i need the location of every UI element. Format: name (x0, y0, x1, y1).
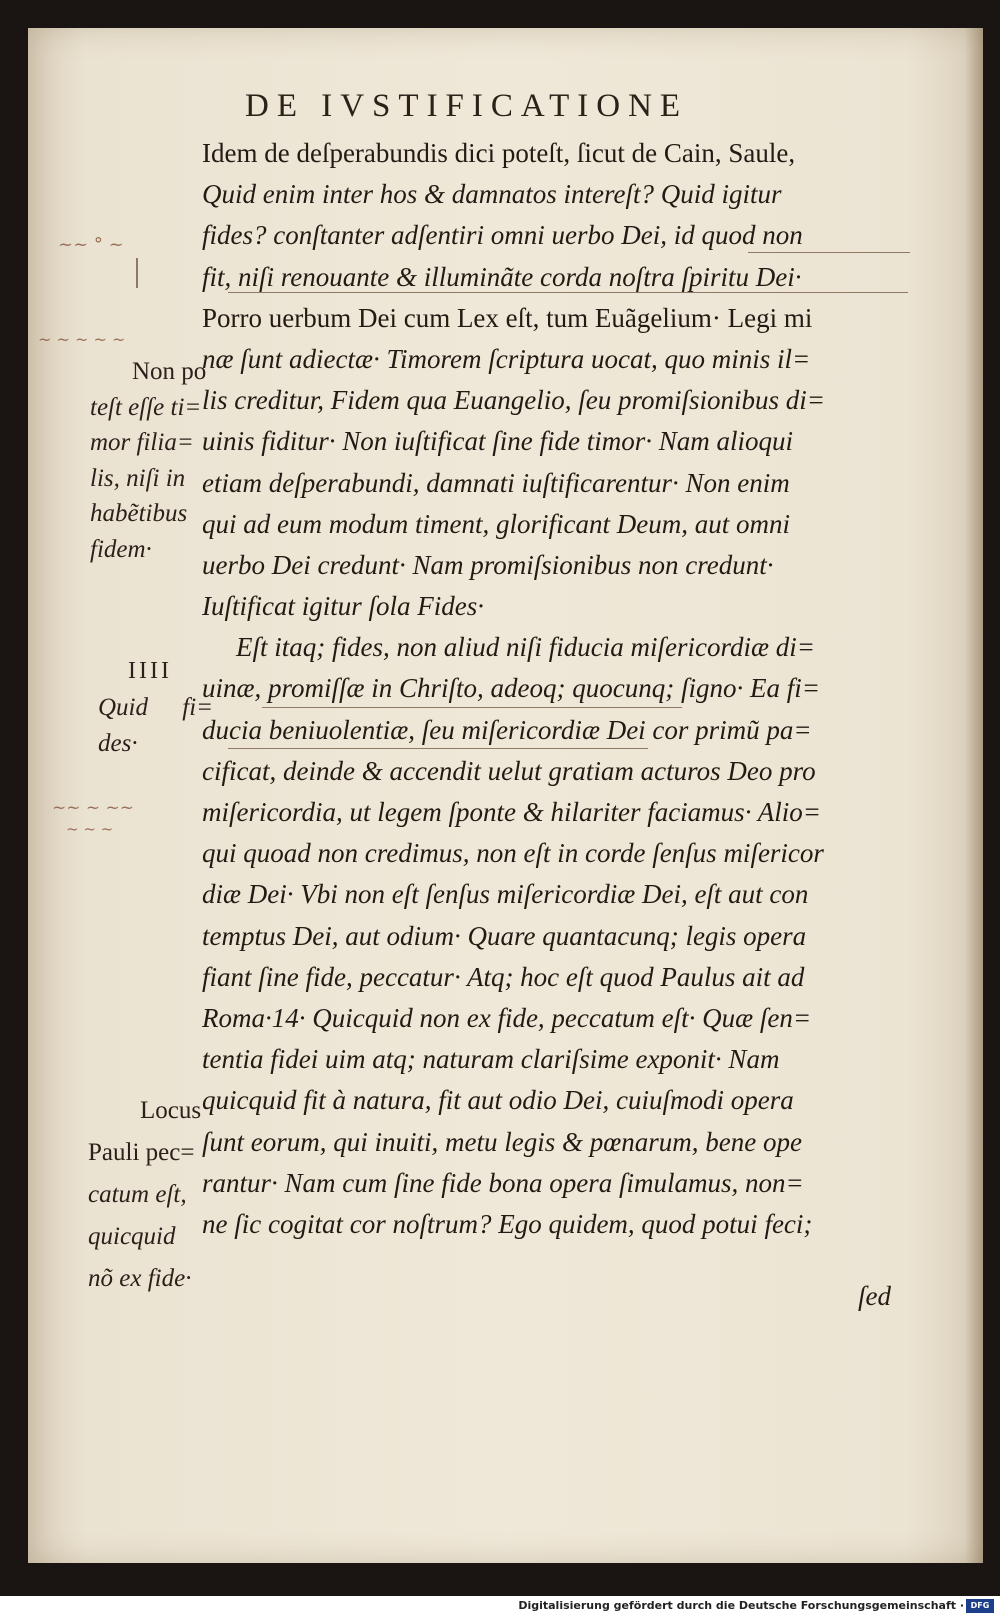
text-line: ducia beniuolentiæ, ſeu miſericordiæ Dei cor primũ pa= (202, 714, 812, 745)
digitization-credit: Digitalisierung gefördert durch die Deutsche Forschungsgemeinschaft · (518, 1599, 964, 1612)
text-line: Porro uerbum Dei cum Lex eſt, tum Euãgelium· Legi mi (202, 302, 813, 333)
margin-note-line: quicquid (88, 1223, 176, 1250)
text-line: quicquid fit à natura, fit aut odio Dei, cuiuſmodi opera (202, 1085, 794, 1116)
text-line: næ ſunt adiectæ· Timorem ſcriptura uocat, quo minis il= (202, 343, 811, 374)
margin-note-line: Locus (140, 1097, 202, 1124)
text-line: diæ Dei· Vbi non eſt ſenſus miſericordiæ Dei, eſt aut con (202, 879, 809, 910)
text-line: qui ad eum modum timent, glorificant Deum, aut omni (202, 508, 790, 539)
margin-note-locus (88, 1090, 201, 1300)
margin-note-line: teſt eſſe ti= (90, 393, 202, 421)
text-line: uerbo Dei credunt· Nam promiſsionibus non credunt· (202, 549, 774, 580)
handwritten-annotation-3: ~~ ~ ~~ (52, 798, 135, 818)
margin-note-line: lis, niſi in (90, 464, 186, 492)
main-text-block (202, 133, 907, 1245)
margin-note-line: mor filia= (90, 429, 194, 456)
handwritten-stroke-1 (136, 258, 138, 288)
text-line: miſericordia, ut legem ſponte & hilariter faciamus· Alio= (202, 797, 821, 827)
text-line: ſunt eorum, qui inuiti, metu legis & pœnarum, bene ope (202, 1126, 802, 1157)
handwritten-annotation-2: ~ ~ ~ ~ ~ (38, 330, 126, 349)
text-line: lis creditur, Fidem qua Euangelio, ſeu promiſsionibus di= (202, 385, 825, 416)
text-line: cificat, deinde & accendit uelut gratiam acturos Deo pro (202, 755, 816, 786)
dfg-logo: DFG (966, 1599, 994, 1613)
text-line: tentia fidei uim atq; naturam clariſsime exponit· Nam (202, 1044, 780, 1075)
margin-note-line: habẽtibus (90, 500, 188, 527)
text-line: uinæ, promiſſæ in Chriſto, adeoq; quocunq; ſigno· Ea fi= (202, 673, 820, 704)
margin-note-line: des· (98, 729, 138, 757)
text-line: rantur· Nam cum ſine fide bona opera ſimulamus, non= (202, 1167, 804, 1198)
text-line: Idem de deſperabundis dici poteſt, ſicut de Cain, Saule, (202, 138, 796, 168)
margin-note-quid-fides (98, 690, 213, 761)
margin-note-line: Quid fi= (98, 694, 214, 721)
margin-note-line: nõ ex fide· (88, 1265, 192, 1292)
handwritten-annotation-1: ~~ ° ~ (58, 234, 124, 255)
text-line: qui quoad non credimus, non eſt in corde ſenſus miſericor (202, 838, 824, 869)
text-line: fit, niſi renouante & illuminãte corda noſtra ſpiritu Dei· (202, 261, 802, 292)
margin-note-line: catum eſt, (88, 1181, 187, 1208)
catchword: ſed (858, 1281, 891, 1311)
running-head: DE IVSTIFICATIONE (245, 88, 689, 124)
text-line: uinis fiditur· Non iuſtificat ſine fide timor· Nam alioqui (202, 426, 794, 457)
margin-note-timor (90, 354, 206, 567)
handwritten-annotation-4: ~ ~ ~ (66, 820, 114, 838)
section-number: IIII (128, 658, 172, 684)
text-line: fiant ſine fide, peccatur· Atq; hoc eſt quod Paulus ait ad (202, 961, 805, 992)
text-line: fides? conſtanter adſentiri omni uerbo Dei, id quod non (202, 220, 803, 251)
text-line: Quid enim inter hos & damnatos intereſt? Quid igitur (202, 179, 782, 210)
text-line: ne ſic cogitat cor noſtrum? Ego quidem, quod potui feci; (202, 1208, 813, 1239)
text-line: Iuſtificat igitur ſola Fides· (202, 591, 484, 622)
margin-note-line: Pauli pec= (88, 1139, 195, 1166)
text-line: etiam deſperabundi, damnati iuſtificarentur· Non enim (202, 467, 790, 498)
text-line: temptus Dei, aut odium· Quare quantacunq; legis opera (202, 920, 807, 951)
text-line: Roma·14· Quicquid non ex fide, peccatum eſt· Quæ ſen= (202, 1002, 812, 1033)
page-gutter-shadow (965, 28, 983, 1563)
text-line: Eſt itaq; fides, non aliud niſi fiducia miſericordiæ di= (236, 632, 815, 663)
margin-note-line: fidem· (90, 535, 152, 563)
margin-note-line: Non po (132, 358, 207, 385)
